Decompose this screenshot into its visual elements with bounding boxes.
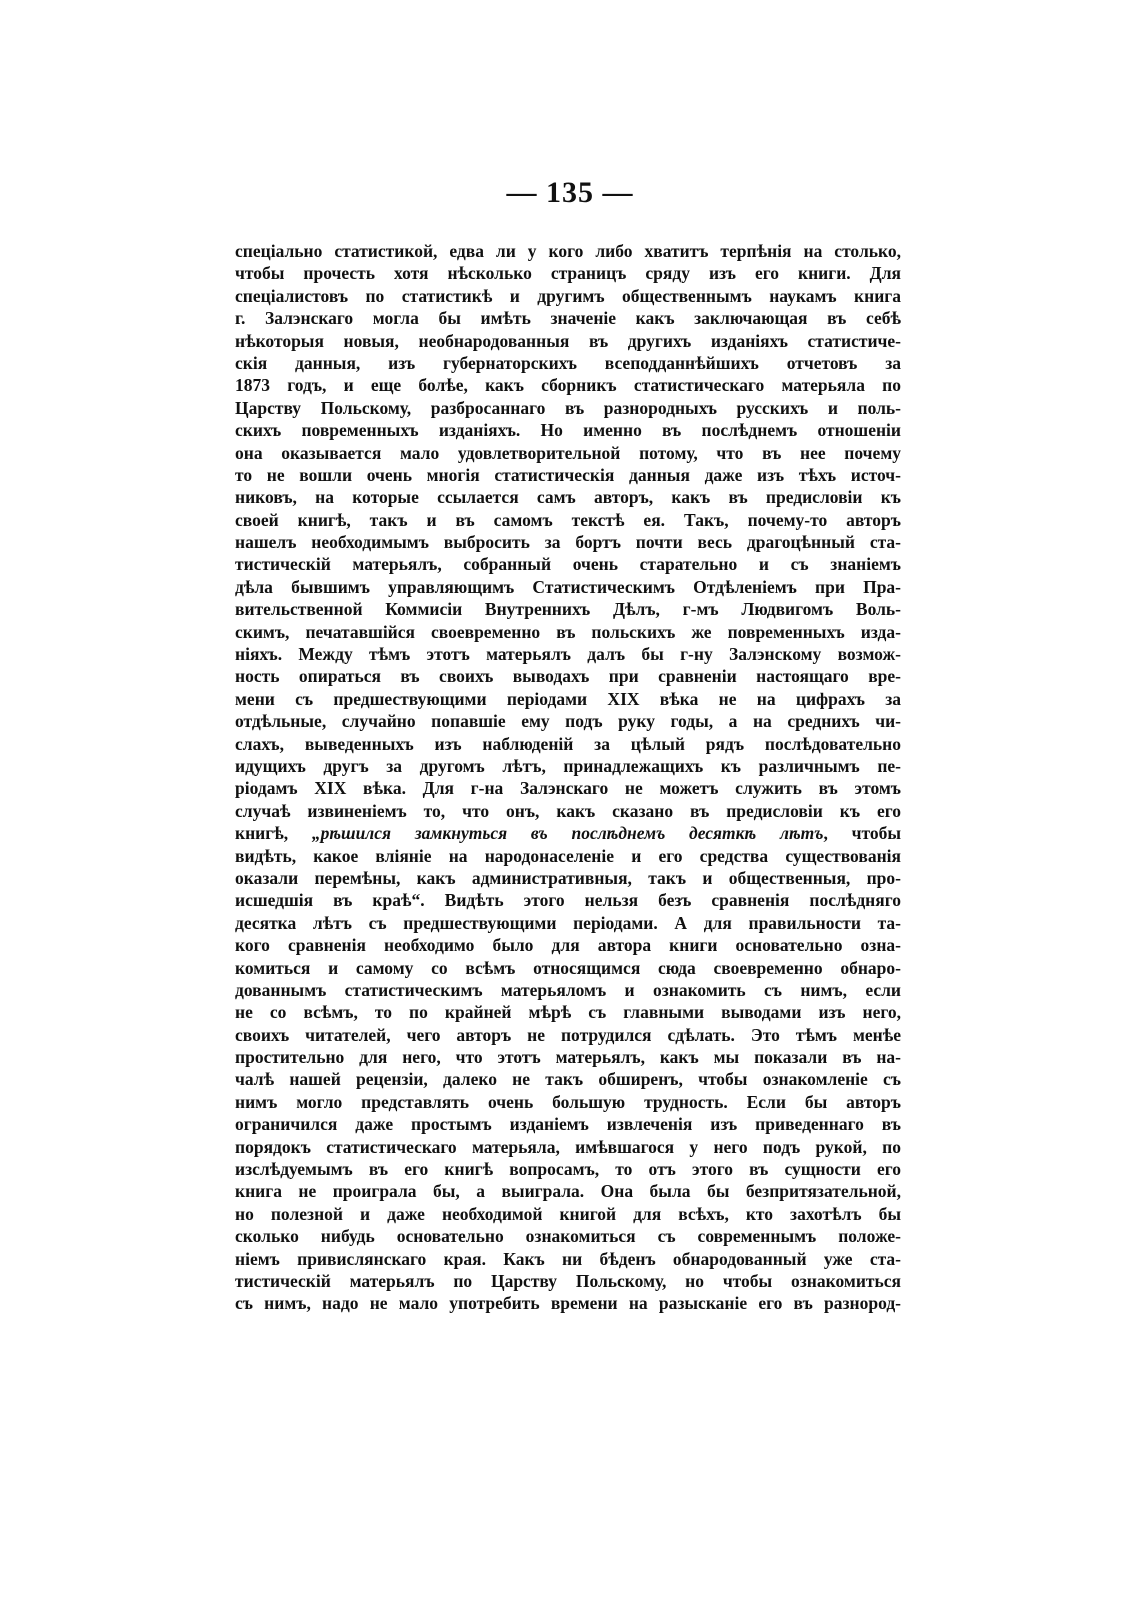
text-line: слахъ, выведенныхъ изъ наблюденій за цѣлый рядъ послѣдовательно	[235, 733, 901, 754]
text-line: мени съ предшествующими періодами XIX вѣка не на цифрахъ за	[235, 688, 901, 709]
text-line: 1873 годъ, и еще болѣе, какъ сборникъ статистическаго матерьяла по	[235, 375, 901, 396]
quote-suffix: , чтобы	[823, 823, 901, 844]
text-line: видѣть, какое вліяніе на народонаселеніе и его средства существованія	[235, 845, 901, 866]
text-line: спеціально статистикой, едва ли у кого либо хватитъ терпѣнія на столько,	[235, 241, 901, 261]
italic-quote: „рѣшился замкнуться въ послѣднемъ десяткѣ лѣтъ	[311, 823, 824, 844]
text-line: исшедшія въ краѣ“. Видѣть этого нельзя безъ сравненія послѣдняго	[235, 890, 901, 911]
text-line: но полезной и даже необходимой книгой для всѣхъ, кто захотѣлъ бы	[235, 1203, 901, 1224]
body-text	[235, 240, 901, 1315]
text-line: порядокъ статистическаго матерьяла, имѣвшагося у него подъ рукой, по	[235, 1136, 901, 1157]
page-number: — 135 —	[506, 176, 634, 209]
text-line: нимъ могло представлять очень большую трудность. Если бы авторъ	[235, 1091, 901, 1112]
quote-prefix: книгѣ,	[235, 823, 312, 844]
text-line: нѣкоторыя новыя, необнародованныя въ другихъ изданіяхъ статистиче-	[235, 330, 901, 351]
text-line-with-quote	[235, 822, 901, 844]
text-line: нашелъ необходимымъ выбросить за бортъ почти весь драгоцѣнный ста-	[235, 532, 901, 553]
text-line: сколько нибудь основательно ознакомиться съ современнымъ положе-	[235, 1226, 901, 1247]
text-line: спеціалистовъ по статистикѣ и другимъ общественнымъ наукамъ книга	[235, 285, 901, 306]
text-line: тистическій матерьялъ по Царству Польскому, но чтобы ознакомиться	[235, 1270, 901, 1291]
text-line: ніемъ привислянскаго края. Какъ ни бѣденъ обнародованный уже ста-	[235, 1248, 901, 1269]
text-line: кого сравненія необходимо было для автора книги основательно озна-	[235, 935, 901, 956]
text-line: вительственной Коммисіи Внутреннихъ Дѣлъ, г-мъ Людвигомъ Воль-	[235, 599, 901, 620]
text-line: тистическій матерьялъ, собранный очень старательно и съ знаніемъ	[235, 554, 901, 575]
text-line: чтобы прочесть хотя нѣсколько страницъ сряду изъ его книги. Для	[235, 263, 901, 284]
text-line: Царству Польскому, разбросаннаго въ разнородныхъ русскихъ и поль-	[235, 397, 901, 418]
text-line: ріодамъ XIX вѣка. Для г-на Залэнскаго не можетъ служить въ этомъ	[235, 778, 901, 799]
text-line: изслѣдуемымъ въ его книгѣ вопросамъ, то отъ этого въ сущности его	[235, 1159, 901, 1180]
text-line: случаѣ извиненіемъ то, что онъ, какъ сказано въ предисловіи къ его	[235, 800, 901, 821]
text-line: ніяхъ. Между тѣмъ этотъ матерьялъ далъ бы г-ну Залэнскому возмож-	[235, 644, 901, 665]
text-line: ограничился даже простымъ изданіемъ извлеченія изъ приведеннаго въ	[235, 1114, 901, 1135]
text-line: скія данныя, изъ губернаторскихъ всеподданнѣйшихъ отчетовъ за	[235, 352, 901, 373]
text-line: дѣла бывшимъ управляющимъ Статистическимъ Отдѣленіемъ при Пра-	[235, 576, 901, 597]
text-line: скимъ, печатавшійся своевременно въ польскихъ же повременныхъ изда-	[235, 621, 901, 642]
text-line: она оказывается мало удовлетворительной потому, что въ нее почему	[235, 442, 901, 463]
text-line: то не вошли очень многія статистическія данныя даже изъ тѣхъ источ-	[235, 464, 901, 485]
text-line: своей книгѣ, такъ и въ самомъ текстѣ ея. Такъ, почему-то авторъ	[235, 509, 901, 530]
text-line: книга не проиграла бы, а выиграла. Она была бы безпритязательной,	[235, 1181, 901, 1202]
text-line: оказали перемѣны, какъ административныя, такъ и общественныя, про-	[235, 867, 901, 888]
text-line: съ нимъ, надо не мало употребить времени на разысканіе его въ разнород-	[235, 1293, 901, 1314]
text-line: отдѣльные, случайно попавшіе ему подъ руку годы, а на среднихъ чи-	[235, 711, 901, 732]
text-line: ность опираться въ своихъ выводахъ при сравненіи настоящаго вре-	[235, 666, 901, 687]
text-line: своихъ читателей, чего авторъ не потрудился сдѣлать. Это тѣмъ менѣе	[235, 1024, 901, 1045]
text-line: никовъ, на которые ссылается самъ авторъ, какъ въ предисловіи къ	[235, 487, 901, 508]
text-line: идущихъ другъ за другомъ лѣтъ, принадлежащихъ къ различнымъ пе-	[235, 755, 901, 776]
text-line: комиться и самому со всѣмъ относящимся сюда своевременно обнаро-	[235, 957, 901, 978]
text-line: простительно для него, что этотъ матерьялъ, какъ мы показали въ на-	[235, 1047, 901, 1068]
text-line: скихъ повременныхъ изданіяхъ. Но именно въ послѣднемъ отношеніи	[235, 420, 901, 441]
text-line: г. Залэнскаго могла бы имѣть значеніе какъ заключающая въ себѣ	[235, 308, 901, 329]
text-line: десятка лѣтъ съ предшествующими періодами. А для правильности та-	[235, 912, 901, 933]
text-line: не со всѣмъ, то по крайней мѣрѣ съ главными выводами изъ него,	[235, 1002, 901, 1023]
text-line: чалѣ нашей рецензіи, далеко не такъ обширенъ, чтобы ознакомленіе съ	[235, 1069, 901, 1090]
text-line: дованнымъ статистическимъ матерьяломъ и ознакомить съ нимъ, если	[235, 979, 901, 1000]
